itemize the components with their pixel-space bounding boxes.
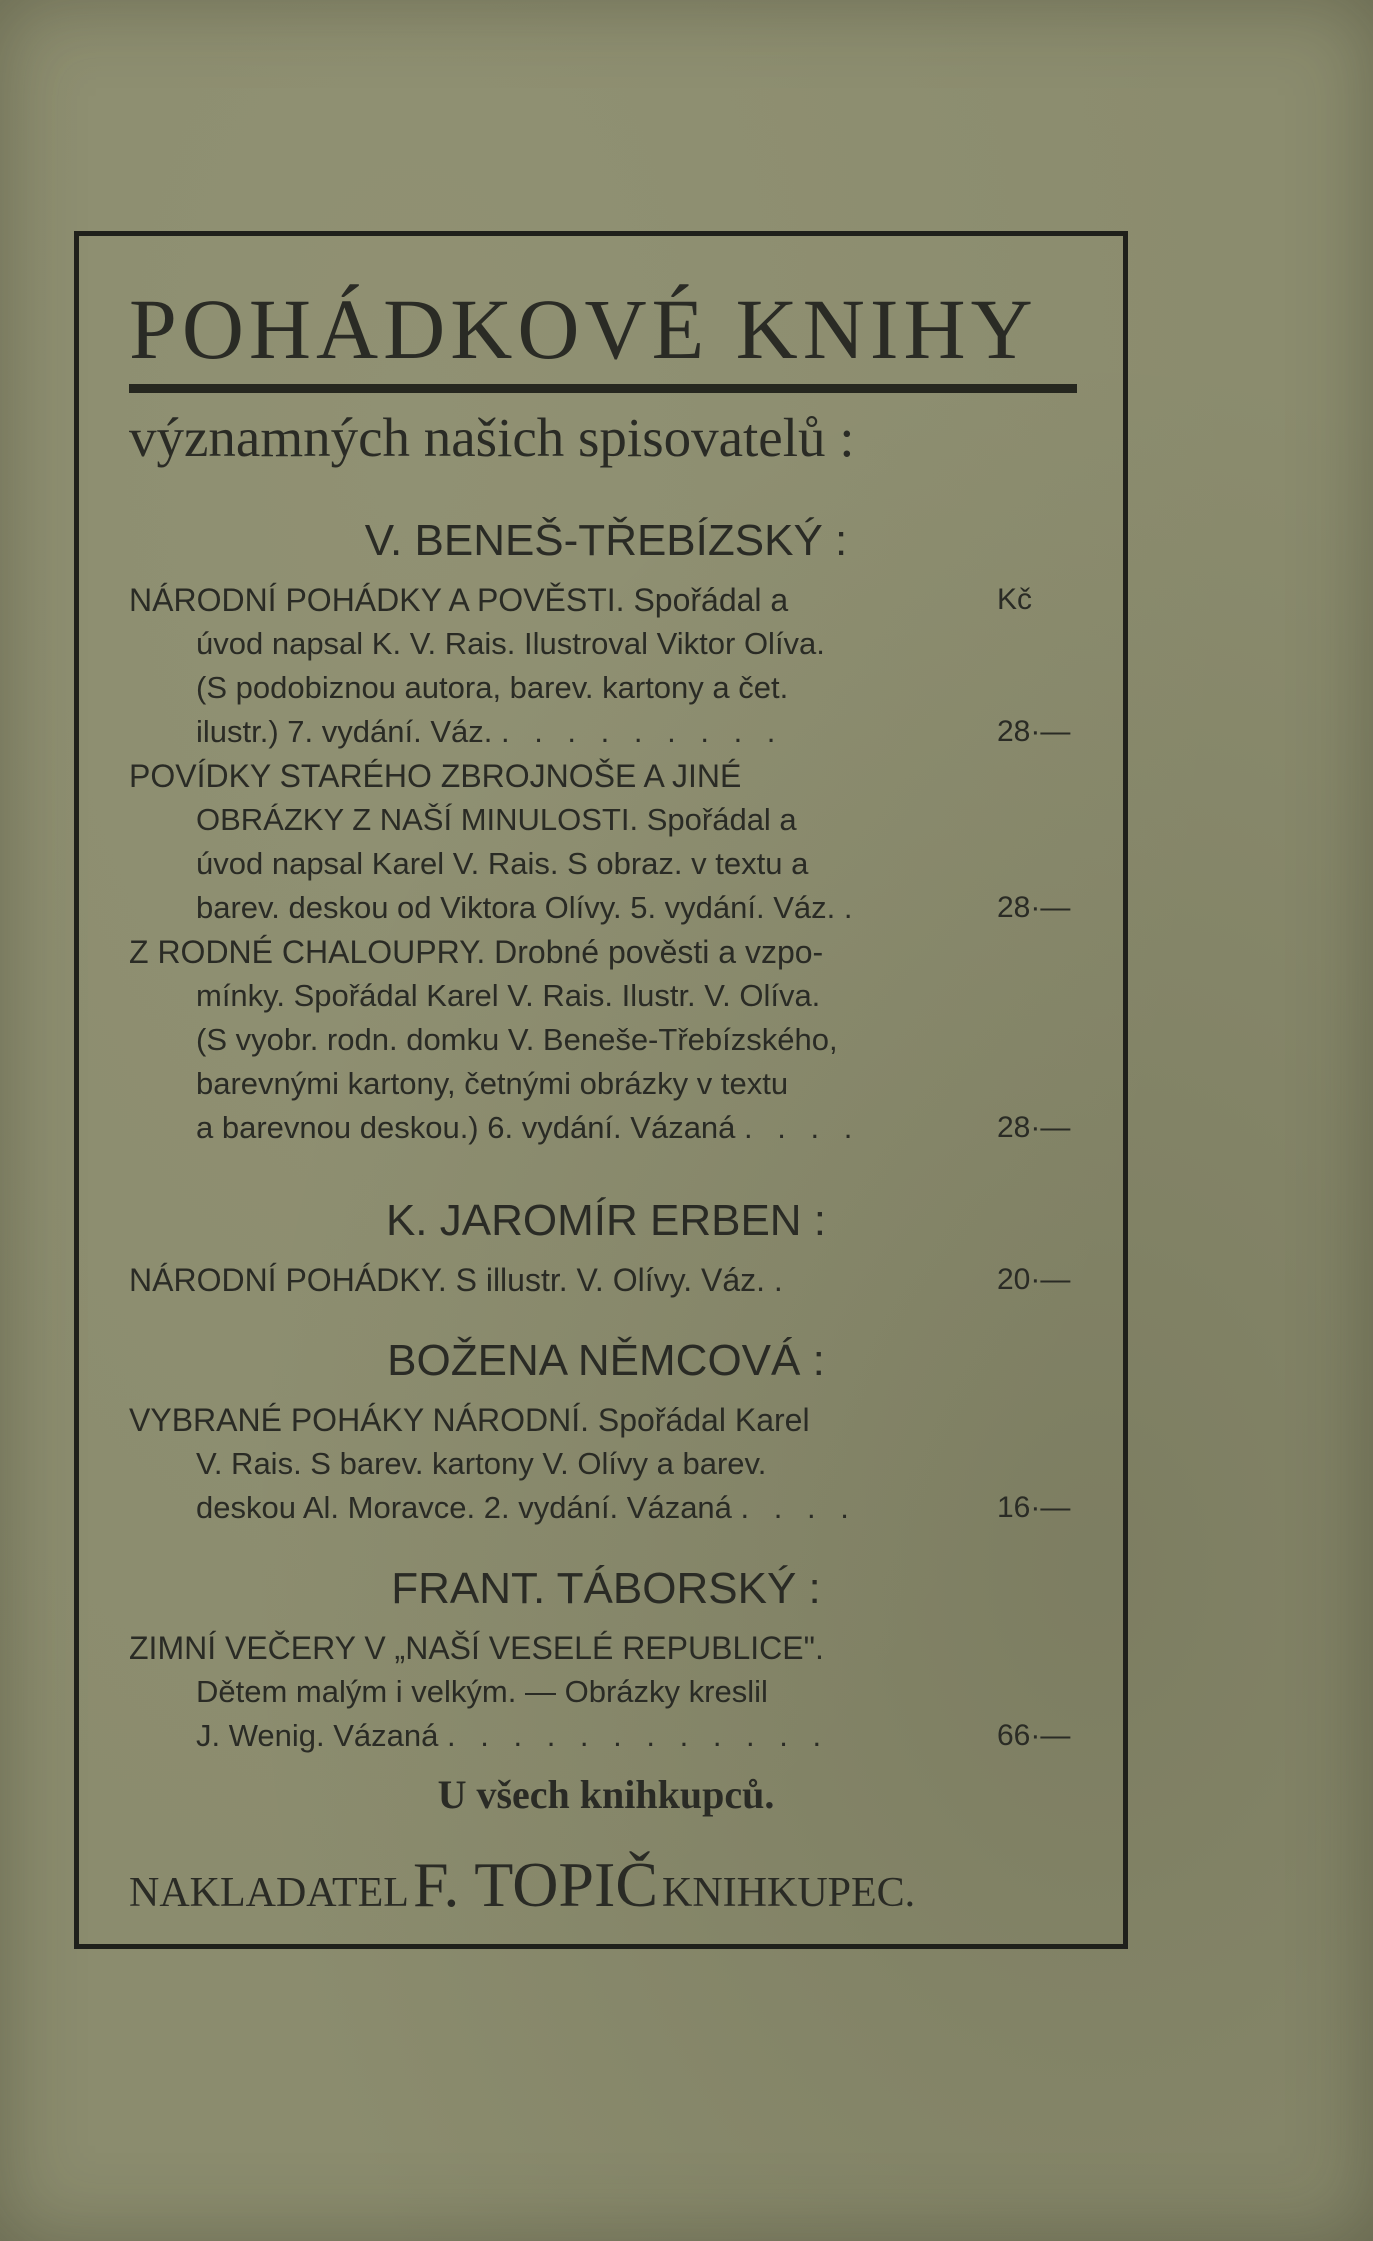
entry-line-text: deskou Al. Moravce. 2. vydání. Vázaná bbox=[196, 1490, 732, 1525]
price: 66·— bbox=[997, 1719, 1071, 1752]
entry-line: Dětem malým i velkým. — Obrázky kreslil bbox=[196, 1674, 768, 1709]
entry-line bbox=[129, 1258, 989, 1302]
entry-line: mínky. Spořádal Karel V. Rais. Ilustr. V. Olíva. bbox=[196, 978, 821, 1013]
dot-leader: . bbox=[773, 1262, 791, 1298]
publisher-line bbox=[129, 1848, 1119, 1922]
title-underline bbox=[129, 384, 1077, 393]
author-heading: V. BENEŠ-TŘEBÍZSKÝ : bbox=[364, 516, 848, 565]
entry-line: ZIMNÍ VEČERY V „NAŠÍ VESELÉ REPUBLICE". bbox=[129, 1630, 824, 1666]
entry-line: POVÍDKY STARÉHO ZBROJNOŠE A JINÉ bbox=[129, 758, 742, 794]
price: 16·— bbox=[997, 1491, 1071, 1524]
entry-line: VYBRANÉ POHÁKY NÁRODNÍ. Spořádal Karel bbox=[129, 1402, 810, 1438]
entry-line-text: NÁRODNÍ POHÁDKY. S illustr. V. Olívy. Váz. bbox=[129, 1262, 766, 1298]
entry-line: NÁRODNÍ POHÁDKY A POVĚSTI. Spořádal a bbox=[129, 582, 789, 618]
entry-line: V. Rais. S barev. kartony V. Olívy a barev. bbox=[196, 1446, 767, 1481]
author-heading: BOŽENA NĚMCOVÁ : bbox=[387, 1336, 825, 1385]
entry-line bbox=[196, 886, 989, 930]
entry-line: Z RODNÉ CHALOUPRY. Drobné pověsti a vzpo- bbox=[129, 934, 824, 970]
dot-leader: . . . . bbox=[740, 1490, 857, 1525]
closing-note: U všech knihkupců. bbox=[437, 1772, 775, 1817]
entry-line-text: ilustr.) 7. vydání. Váz. bbox=[196, 714, 493, 749]
page-subtitle: významných našich spisovatelů : bbox=[129, 407, 855, 468]
entry-line: OBRÁZKY Z NAŠÍ MINULOSTI. Spořádal a bbox=[196, 802, 797, 837]
price: 20·— bbox=[997, 1263, 1071, 1296]
price: 28·— bbox=[997, 891, 1071, 924]
entry-line: barevnými kartony, četnými obrázky v textu bbox=[196, 1066, 789, 1101]
author-heading: FRANT. TÁBORSKÝ : bbox=[391, 1564, 821, 1613]
advertisement-frame bbox=[74, 231, 1128, 1949]
price: 28·— bbox=[997, 715, 1071, 748]
entry-line: úvod napsal Karel V. Rais. S obraz. v textu a bbox=[196, 846, 809, 881]
entry-line: úvod napsal K. V. Rais. Ilustroval Viktor Olíva. bbox=[196, 626, 825, 661]
entry-line-text: barev. deskou od Viktora Olívy. 5. vydání. Váz. bbox=[196, 890, 836, 925]
dot-leader: . . . . . . . . . bbox=[500, 714, 784, 749]
entry-line bbox=[196, 1106, 989, 1150]
page-title: POHÁDKOVÉ KNIHY bbox=[129, 281, 1038, 377]
dot-leader: . . . . bbox=[744, 1110, 861, 1145]
entry-line-text: a barevnou deskou.) 6. vydání. Vázaná bbox=[196, 1110, 736, 1145]
entry-line bbox=[196, 710, 989, 754]
publisher-prefix: NAKLADATEL bbox=[129, 1870, 409, 1916]
entry-line-text: J. Wenig. Vázaná bbox=[196, 1718, 439, 1753]
author-heading: K. JAROMÍR ERBEN : bbox=[385, 1196, 827, 1245]
dot-leader: . . . . . . . . . . . . bbox=[447, 1718, 830, 1753]
publisher-name: F. TOPIČ bbox=[412, 1849, 659, 1920]
entry-line: (S podobiznou autora, barev. kartony a čet. bbox=[196, 670, 789, 705]
entry-line: (S vyobr. rodn. domku V. Beneše-Třebízského, bbox=[196, 1022, 838, 1057]
entry-line bbox=[196, 1714, 989, 1758]
price: 28·— bbox=[997, 1111, 1071, 1144]
currency-label: Kč bbox=[997, 583, 1033, 616]
entry-line bbox=[196, 1486, 989, 1530]
dot-leader: . bbox=[843, 890, 861, 925]
publisher-suffix: KNIHKUPEC. bbox=[662, 1870, 916, 1916]
